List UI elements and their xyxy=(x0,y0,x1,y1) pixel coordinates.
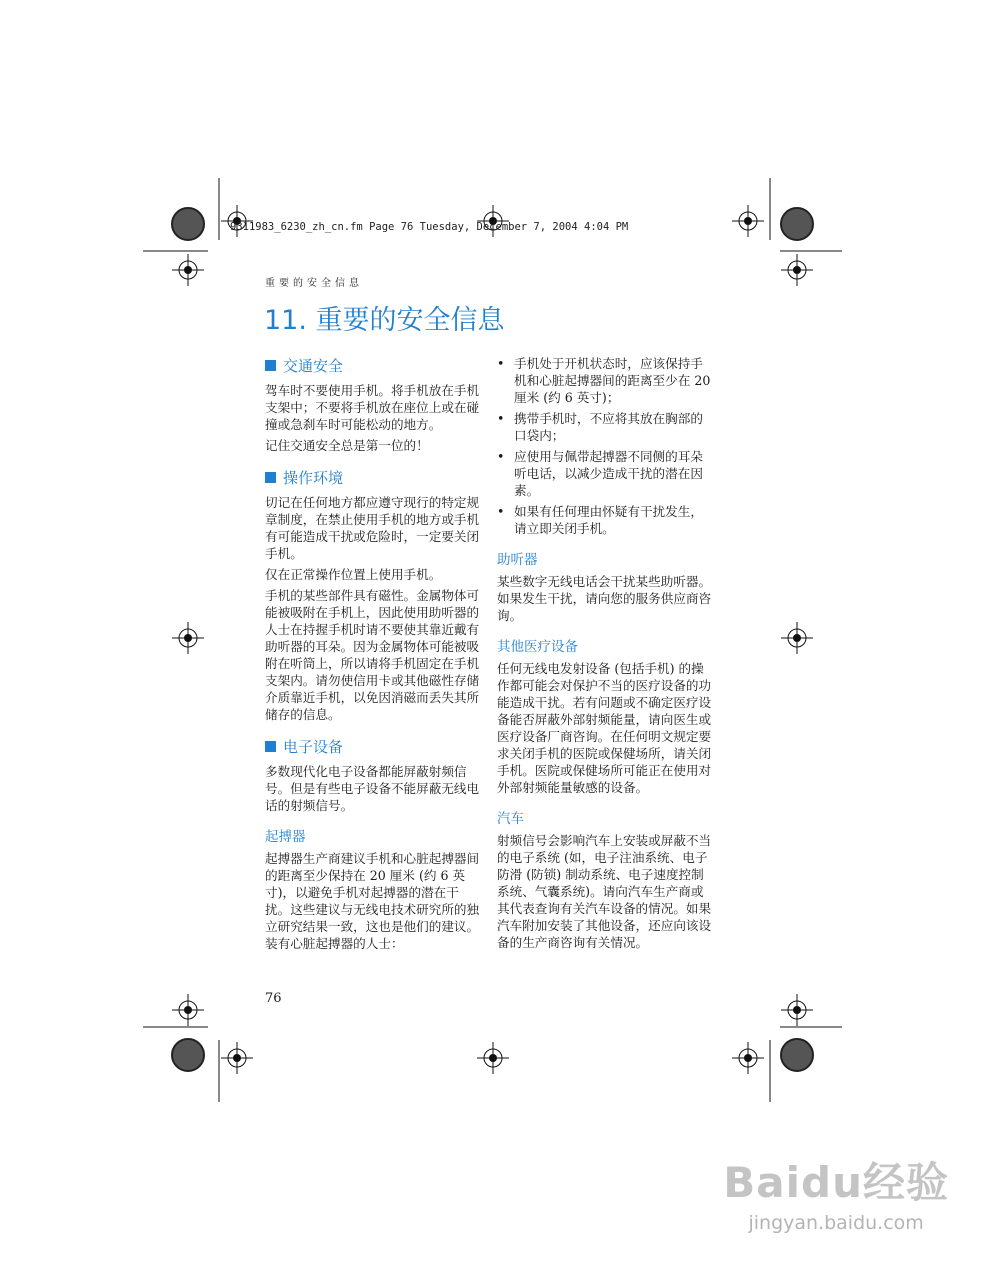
print-header: 9311983_6230_zh_cn.fm Page 76 Tuesday, December 7, 2004 4:04 PM xyxy=(230,221,629,233)
paragraph: 任何无线电发射设备 (包括手机) 的操作都可能会对保护不当的医疗设备的功能造成干扰。若有问题或不确定医疗设备能否屏蔽外部射频能量，请向医生或医疗设备厂商咨询。在任何明文规定要求关闭手机的医院或保健场所，请关闭手机。医院或保健场所可能正在使用对外部射频能量敏感的设备。 xyxy=(497,661,712,795)
paragraph: 记住交通安全总是第一位的！ xyxy=(265,438,429,453)
bullet-list xyxy=(497,355,712,537)
right-column xyxy=(497,355,712,955)
running-head: 重要的安全信息 xyxy=(265,278,363,289)
watermark-url: jingyan.baidu.com xyxy=(748,1212,924,1234)
paragraph: 仅在正常操作位置上使用手机。 xyxy=(265,567,442,582)
watermark-logo: Baidu经验 xyxy=(723,1158,949,1207)
section-heading-electronic: 电子设备 xyxy=(265,737,480,757)
subsection-heading-hearing-aids: 助听器 xyxy=(497,552,538,568)
page-number: 76 xyxy=(265,991,282,1006)
paragraph: 驾车时不要使用手机。将手机放在手机支架中；不要将手机放在座位上或在碰撞或急刹车时可能松动的地方。 xyxy=(265,383,480,432)
section-heading-traffic: 交通安全 xyxy=(265,356,480,376)
paragraph: 多数现代化电子设备都能屏蔽射频信号。但是有些电子设备不能屏蔽无线电话的射频信号。 xyxy=(265,764,480,813)
square-bullet-icon xyxy=(265,472,276,483)
list-item: • 手机处于开机状态时，应该保持手机和心脏起搏器间的距离至少在 20 厘米 (约 6 英寸)； xyxy=(497,355,712,406)
section-heading-environment: 操作环境 xyxy=(265,468,480,488)
chapter-title: 11. 重要的安全信息 xyxy=(264,305,505,336)
left-column xyxy=(265,356,480,956)
paragraph: 某些数字无线电话会干扰某些助听器。如果发生干扰，请向您的服务供应商咨询。 xyxy=(497,574,712,623)
subsection-heading-medical: 其他医疗设备 xyxy=(497,639,578,655)
square-bullet-icon xyxy=(265,360,276,371)
paragraph: 切记在任何地方都应遵守现行的特定规章制度，在禁止使用手机的地方或手机有可能造成干扰或危险时，一定要关闭手机。 xyxy=(265,495,480,561)
subsection-heading-vehicle: 汽车 xyxy=(497,811,524,827)
baidu-watermark xyxy=(723,1150,949,1234)
paragraph: 手机的某些部件具有磁性。金属物体可能被吸附在手机上，因此使用助听器的人士在持握手机时请不要使其靠近戴有助听器的耳朵。因为金属物体可能被吸附在听筒上，所以请将手机固定在手机支架内。请勿使信用卡或其他磁性存储介质靠近手机，以免因消磁而丢失其所储存的信息。 xyxy=(265,588,480,722)
subsection-heading-pacemaker: 起搏器 xyxy=(265,829,306,845)
list-item: • 如果有任何理由怀疑有干扰发生，请立即关闭手机。 xyxy=(497,503,712,537)
list-item: • 携带手机时，不应将其放在胸部的口袋内； xyxy=(497,410,712,444)
square-bullet-icon xyxy=(265,741,276,752)
paragraph: 射频信号会影响汽车上安装或屏蔽不当的电子系统 (如，电子注油系统、电子防滑 (防锁) 制动系统、电子速度控制系统、气囊系统)。请向汽车生产商或其代表查询有关汽车设备的情况。如果汽车附加安装了其他设备，还应向该设备的生产商咨询有关情况。 xyxy=(497,833,712,950)
paragraph: 起搏器生产商建议手机和心脏起搏器间的距离至少保持在 20 厘米 (约 6 英寸)，以避免手机对起搏器的潜在干扰。这些建议与无线电技术研究所的独立研究结果一致，这也是他们的建议。装有心脏起搏器的人士： xyxy=(265,851,480,951)
list-item: • 应使用与佩带起搏器不同侧的耳朵听电话，以减少造成干扰的潜在因素。 xyxy=(497,448,712,499)
